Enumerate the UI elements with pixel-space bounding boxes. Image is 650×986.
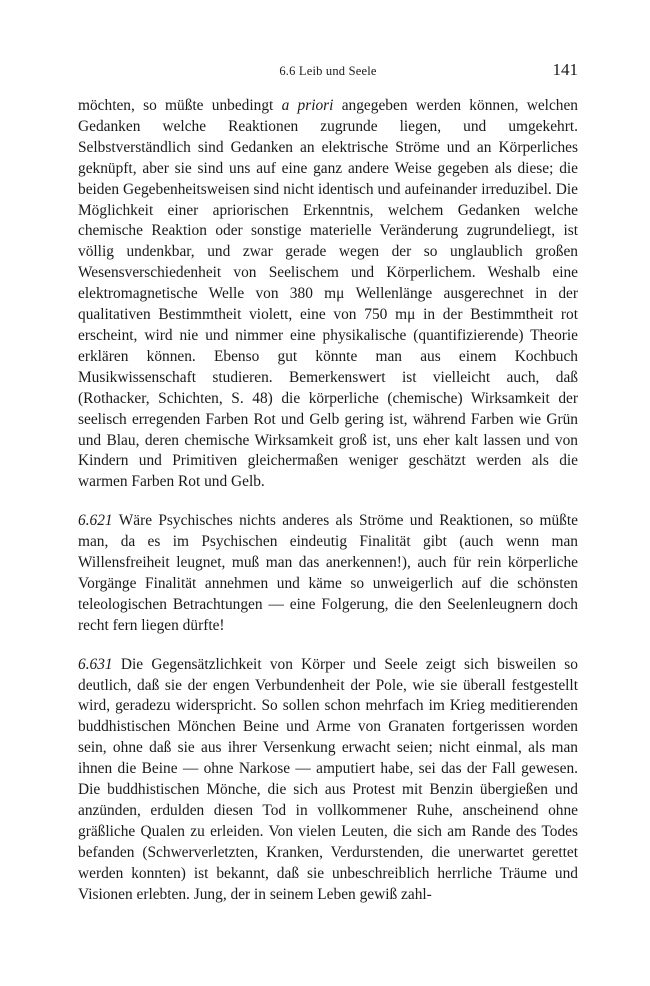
text-segment: Die Gegensätzlichkeit von Körper und Seele zeigt sich bisweilen so deutlich, daß sie der engen Verbundenheit der Pole, wie sie überall festgestellt wird, geradezu widerspricht. So sollen schon mehrfach im Krieg meditierenden buddhistischen Mönchen Beine und Arme von Granaten fortgerissen worden sein, ohne daß sie aus ihrer Versenkung erwacht seien; nicht einmal, als man ihnen die Beine — ohne Narkose — amputiert habe, sei das der Fall gewesen. Die buddhistischen Mönche, die sich aus Protest mit Benzin übergießen und anzünden, erdulden diesen Tod in vollkommener Ruhe, anscheinend ohne gräßliche Qualen zu erleiden. Von vielen Leuten, die sich am Rande des Todes befanden (Schwerverletzten, Kranken, Verdurstenden, die unerwartet gerettet werden konnten) ist bekannt, daß sie unbeschreiblich herrliche Träume und Visionen erlebten. Jung, der in seinem Leben gewiß zahl- [78,655,578,903]
section-number: 6.631 [78,655,113,673]
body-text [78,96,578,906]
text-segment: möchten, so müßte unbedingt [78,97,282,114]
text-segment-italic: a priori [281,97,334,114]
book-page [78,60,578,906]
text-segment: Wäre Psychisches nichts anderes als Ströme und Reaktionen, so müßte man, da es im Psychischen eindeutig Finalität gibt (auch wenn man Willensfreiheit leugnet, muß man das anerkennen!), auch für rein körperliche Vorgänge Finalität annehmen und käme so unweigerlich auf die schönsten teleologischen Betrachtungen — eine Folgerung, die den Seelenleugnern doch recht fern liegen dürfte! [78,512,578,634]
paragraph-continuation [78,96,578,493]
text-segment: angegeben werden können, welchen Gedanken welche Reaktionen zugrunde liegen, und umgekehrt. Selbstverständlich sind Gedanken an elektrische Ströme und an Körperliches geknüpft, aber sie sind uns auf eine ganz andere Weise gegeben als diese; die beiden Gegebenheitsweisen sind nicht identisch und aufeinander irreduzibel. Die Möglichkeit einer apriorischen Erkenntnis, welchem Gedanken welche chemische Reaktion oder sonstige materielle Veränderung zugrundeliegt, ist völlig undenkbar, und zwar gerade wegen der so unglaublich großen Wesensverschiedenheit von Seelischem und Körperlichem. Weshalb eine elektromagnetische Welle von 380 mμ Wellenlänge ausgerechnet in der qualitativen Bestimmtheit violett, eine von 750 mμ in der Bestimmtheit rot erscheint, wird nie und nimmer eine physikalische (quantifizierende) Theorie erklären können. Ebenso gut könnte man aus einem Kochbuch Musikwissenschaft studieren. Bemerkenswert ist vielleicht auch, daß (Rothacker, Schichten, S. 48) die körperliche (chemische) Wirksamkeit der seelisch erregenden Farben Rot und Gelb gering ist, während Farben wie Grün und Blau, deren chemische Wirksamkeit groß ist, uns eher kalt lassen und von Kindern und Primitiven gleichermaßen weniger geschätzt werden als die warmen Farben Rot und Gelb. [78,97,578,491]
section-number: 6.621 [78,512,113,530]
chapter-title: 6.6 Leib und Seele [279,64,377,78]
page-number: 141 [552,60,578,79]
paragraph-6-631 [78,655,578,906]
paragraph-6-621 [78,511,578,636]
running-header [78,60,578,82]
